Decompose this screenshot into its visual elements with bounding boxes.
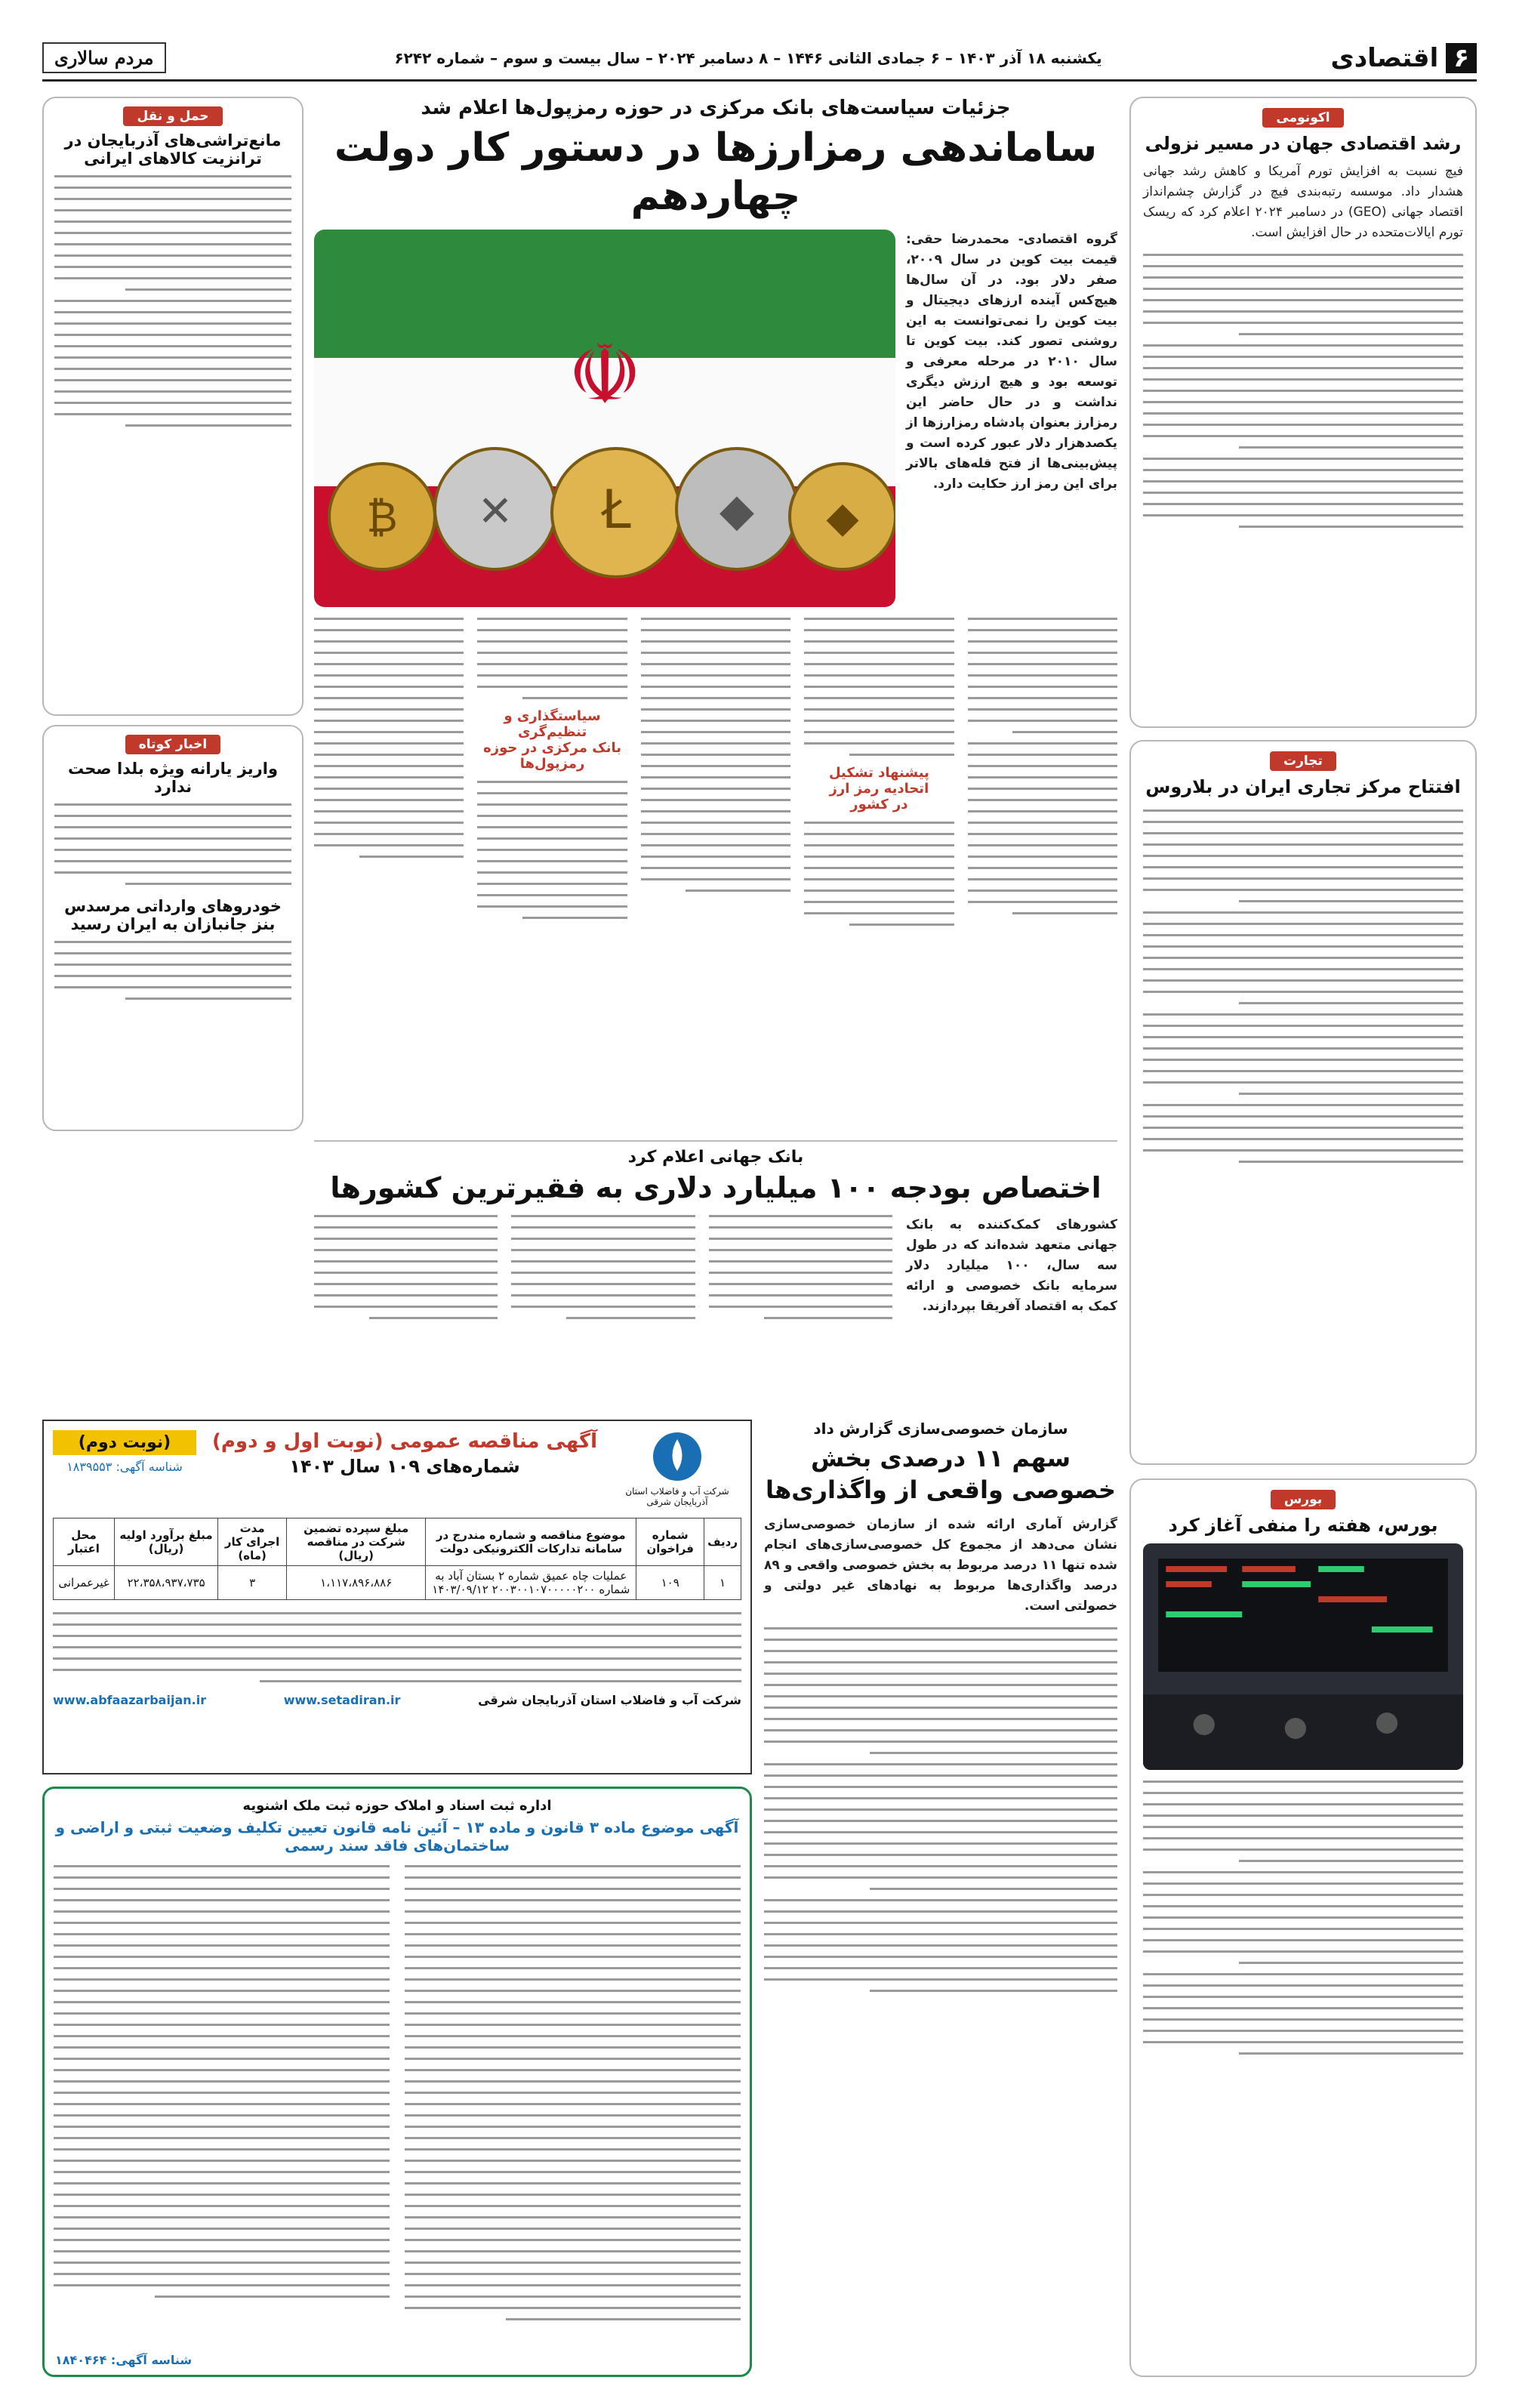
article-stock-market [1129,1478,1477,2377]
stock-exchange-photo [1143,1543,1463,1770]
article-short-news [42,725,304,1131]
registry-dept: اداره ثبت اسناد و املاک حوزه ثبت ملک اشنویه [242,1798,552,1814]
article-title: سهم ۱۱ درصدی بخش خصوصی واقعی از واگذاری‌ها [766,1444,1116,1504]
table-cell: ۲۲،۳۵۸،۹۳۷،۷۳۵ [115,1566,218,1600]
table-header: موضوع مناقصه و شماره مندرج در سامانه تدارکات الکترونیکی دولت [426,1518,636,1566]
article-lead-column [906,230,1117,607]
article-body [54,175,291,427]
article-kicker: سازمان خصوصی‌سازی گزارش داد [813,1420,1068,1438]
article-global-growth [1129,97,1477,728]
company-name: شرکت آب و فاضلاب استان آذربایجان شرقی [625,1486,729,1507]
article-body-columns [314,618,1117,1161]
article-body [54,803,291,885]
registry-ad [42,1787,752,2377]
category-tag: حمل و نقل [123,106,222,126]
table-header: مبلغ سپرده تضمین شرکت در مناقصه (ریال) [287,1518,426,1566]
article-title: مانع‌تراشی‌های آذربایجان در ترانزیت کالاهای ایرانی [64,131,282,168]
svg-text:◆: ◆ [826,493,859,542]
article-title: خودروهای وارداتی مرسدس بنز جانبازان به ایران رسید [64,897,282,933]
table-header: شماره فراخوان [636,1518,704,1566]
tender-ad [42,1420,752,1774]
article-kicker: بانک جهانی اعلام کرد [627,1148,804,1167]
section-name: اقتصادی [1330,42,1439,73]
svg-text:☫: ☫ [567,326,642,423]
website-link[interactable]: www.setadiran.ir [283,1693,401,1707]
table-cell: ۳ [218,1566,287,1600]
article-lead: گزارش آماری ارائه شده از سازمان خصوصی‌سازی نشان می‌دهد از مجموع کل خصوصی‌سازی‌های انجام شده تنها ۱۱ درصد مربوط به بخش خصوصی واقعی و ۸۹ درصد واگذاری‌ها مربوط به نهادهای غیر دولتی و خصولتی است. [764,1517,1118,1614]
page-number: ۶ [1446,43,1477,73]
article-body [54,941,291,1000]
ad-number: شناسه آگهی: ۱۸۳۹۵۵۳ [66,1460,183,1474]
article-body [1143,1781,1463,2055]
article-title: اختصاص بودجه ۱۰۰ میلیارد دلاری به فقیرترین کشورها [330,1171,1102,1204]
article-body [764,1627,1117,1992]
article-title: بورس، هفته را منفی آغاز کرد [1168,1515,1438,1536]
registry-title: آگهی موضوع ماده ۳ قانون و ماده ۱۳ – آئین نامه قانون تعیین تکلیف وضعیت ثبتی و اراضی و ساختمان‌های فاقد سند رسمی [55,1818,739,1855]
table-cell: ۱،۱۱۷،۸۹۶،۸۸۶ [287,1566,426,1600]
article-belarus-trade-center [1129,740,1477,1465]
article-title: واریز یارانه ویژه بلدا صحت ندارد [67,760,279,796]
svg-text:◆: ◆ [719,484,755,537]
tender-subtitle: شماره‌های ۱۰۹ سال ۱۴۰۳ [289,1456,520,1477]
ad-number: شناسه آگهی: ۱۸۴۰۴۶۴ [55,2353,193,2367]
article-privatization [764,1420,1117,2377]
table-header: مدت اجرای کار (ماه) [218,1518,287,1566]
table-cell: عملیات چاه عمیق شماره ۲ بستان آباد به شماره ۲۰۰۳۰۰۱۰۷۰۰۰۰۰۲۰۰ ۱۴۰۳/۰۹/۱۲ [426,1566,636,1600]
category-tag: اکونومی [1262,108,1343,128]
table-header: مبلغ برآورد اولیه (ریال) [115,1518,218,1566]
svg-text:₿: ₿ [366,493,398,542]
website-link[interactable]: www.abfaazarbaijan.ir [53,1693,207,1707]
svg-text:Ł: Ł [601,479,631,541]
article-lead: کشورهای کمک‌کننده به بانک جهانی متعهد شده‌اند که در طول سه سال، ۱۰۰ میلیارد دلار سرمایه بانک خصوصی و ارائه کمک به اقتصاد آفریقا بپردازند. [906,1217,1117,1314]
article-lead: گروه اقتصادی- محمدرضا حقی: قیمت بیت کوین در سال ۲۰۰۹، صفر دلار بود. در آن سال‌ها هیچ‌کس آینده ارزهای دیجیتال و بیت کوین را نمی‌توانست به این روشنی تصور کند. بیت کوین تا سال ۲۰۱۰ در مرحله معرفی و توسعه بود و هیچ ارزش دیگری نداشت و در حال حاضر این رمزارز بعنوان پادشاه رمزارزها از یکصدهزار دلار عبور کرده است و پیش‌بینی‌ها از فتح قله‌های بالاتر برای این رمز ارز حکایت دارد. [906,232,1117,492]
table-header: ردیف [704,1518,741,1566]
table-cell: غیرعمرانی [54,1566,115,1600]
subheading: سیاستگذاری و تنظیم‌گری بانک مرکزی در حوزه رمزپول‌ها [483,708,621,772]
category-tag: تجارت [1270,751,1336,771]
tender-table [53,1518,741,1600]
table-header: محل اعتبار [54,1518,115,1566]
crypto-coins-photo [314,230,895,607]
article-kicker: جزئیات سیاست‌های بانک مرکزی در حوزه رمزپول‌ها اعلام شد [421,97,1011,119]
subheading: پیشنهاد تشکیل اتحادیه رمز ارز در کشور [828,765,929,812]
table-cell: ۱۰۹ [636,1566,704,1600]
round-badge: (نوبت دوم) [53,1430,196,1455]
category-tag: بورس [1271,1490,1336,1509]
table-cell: ۱ [704,1566,741,1600]
ad-logo [613,1430,741,1507]
page-header [42,36,1477,82]
section-title [1331,43,1477,73]
category-tag: اخبار کوتاه [125,735,220,754]
article-title: افتتاح مرکز تجاری ایران در بلاروس [1145,776,1461,797]
svg-text:✕: ✕ [477,487,513,536]
newspaper-logo: مردم سالاری [42,42,165,73]
article-title: ساماندهی رمزارزها در دستور کار دولت چهاردهم [334,125,1098,219]
main-article [314,97,1117,1131]
tender-title: آگهی مناقصه عمومی (نوبت اول و دوم) [211,1430,598,1453]
article-lead: فیچ نسبت به افزایش تورم آمریکا و کاهش رشد جهانی هشدار داد. موسسه رتبه‌بندی فیچ در گزارش چشم‌انداز اقتصاد جهانی (GEO) در دسامبر ۲۰۲۴ اعلام کرد که ریسک تورم ایالات‌متحده در حال افزایش است. [1143,164,1464,240]
tender-terms [53,1612,741,1682]
article-azerbaijan-transit [42,97,304,716]
dateline: یکشنبه ۱۸ آذر ۱۴۰۳ – ۶ جمادی الثانی ۱۴۴۶ – ۸ دسامبر ۲۰۲۴ – سال بیست و سوم – شماره ۶۲۴۲ [394,48,1102,67]
article-world-bank [314,1140,1117,1412]
article-body [1143,254,1463,528]
article-body [1143,809,1463,1163]
company-footer: شرکت آب و فاضلاب استان آذربایجان شرقی [478,1693,741,1707]
article-title: رشد اقتصادی جهان در مسیر نزولی [1145,133,1462,154]
